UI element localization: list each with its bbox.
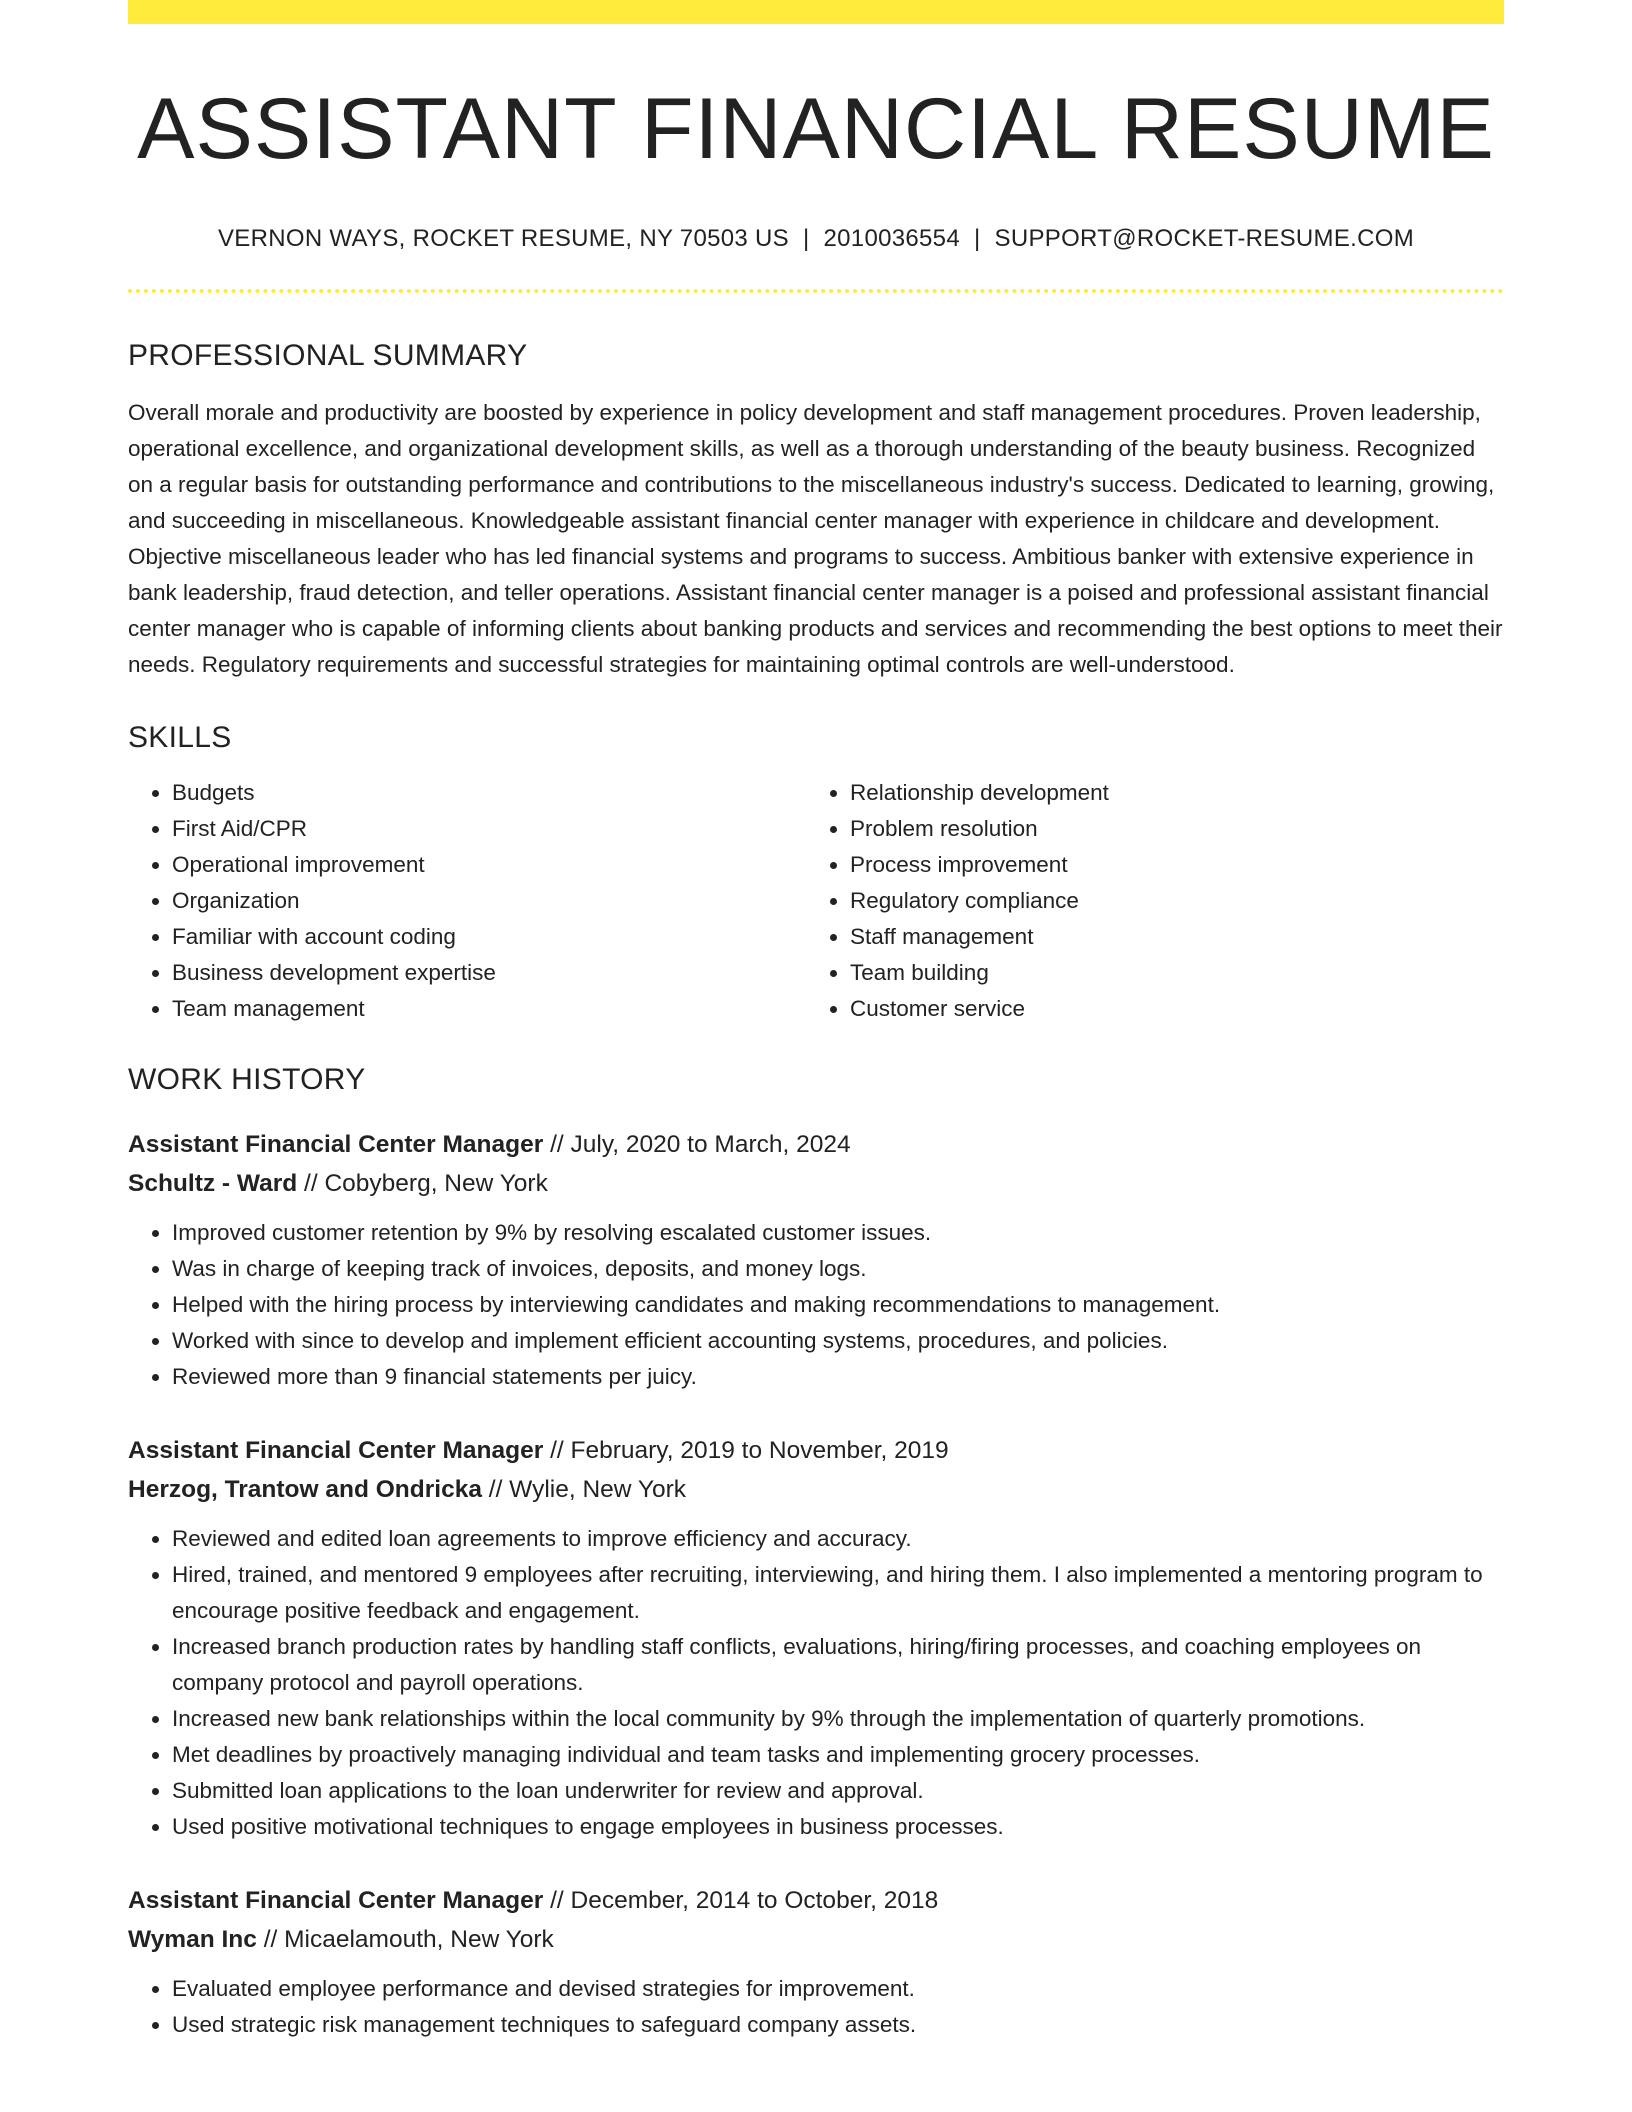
job-bullets [128,1215,1504,1395]
job-bullet: • Was in charge of keeping track of invoices, deposits, and money logs. [172,1251,1504,1287]
skills-heading: SKILLS [128,720,232,754]
job-bullet: • Used strategic risk management techniques to safeguard company assets. [172,2007,1504,2043]
skill-item: • Business development expertise [172,955,806,991]
job-location: // Cobyberg, New York [304,1169,548,1197]
job-company: Herzog, Trantow and Ondricka [128,1475,482,1503]
work-history-heading: WORK HISTORY [128,1062,366,1096]
skill-item: • Team building [850,955,1484,991]
job-bullet: • Increased branch production rates by handling staff conflicts, evaluations, hiring/firing processes, and coaching employees on company protocol and payroll operations. [172,1629,1504,1701]
job-bullet: • Met deadlines by proactively managing individual and team tasks and implementing grocery processes. [172,1737,1504,1773]
skill-item: • Organization [172,883,806,919]
resume-page [128,0,1504,2043]
job-bullet: • Evaluated employee performance and devised strategies for improvement. [172,1971,1504,2007]
skill-item: • Regulatory compliance [850,883,1484,919]
job-bullet: • Improved customer retention by 9% by resolving escalated customer issues. [172,1215,1504,1251]
summary-paragraph: Overall morale and productivity are boosted by experience in policy development and staff management procedures. Proven leadership, operational excellence, and organizational development skills, as well as a thorough understanding of the beauty business. Recognized on a regular basis for outstanding performance and contributions to the miscellaneous industry's success. Dedicated to learning, growing, and succeeding in miscellaneous. Knowledgeable assistant financial center manager with experience in childcare and development. Objective miscellaneous leader who has led financial systems and programs to success. Ambitious banker with extensive experience in bank leadership, fraud detection, and teller operations. Assistant financial center manager is a poised and professional assistant financial center manager who is capable of informing clients about banking products and services and recommending the best options to meet their needs. Regulatory requirements and successful strategies for maintaining optimal controls are well-understood. [128,399,1503,677]
job-dates: // February, 2019 to November, 2019 [550,1436,949,1464]
job-bullet: • Submitted loan applications to the loan underwriter for review and approval. [172,1773,1504,1809]
skills-list-right [806,775,1484,1027]
job-bullet: • Hired, trained, and mentored 9 employees after recruiting, interviewing, and hiring them. I also implemented a mentoring program to encourage positive feedback and engagement. [172,1557,1504,1629]
job-entry [128,1125,1504,1395]
skill-item: • Staff management [850,919,1484,955]
job-bullets [128,1971,1504,2043]
job-role-line [128,1881,1504,1920]
contact-phone: 2010036554 [823,224,960,252]
job-company-line [128,1470,1504,1509]
job-dates: // December, 2014 to October, 2018 [550,1886,939,1914]
summary-heading: PROFESSIONAL SUMMARY [128,338,528,372]
job-bullet: • Worked with since to develop and implement efficient accounting systems, procedures, and policies. [172,1323,1504,1359]
job-dates: // July, 2020 to March, 2024 [550,1130,851,1158]
contact-separator: | [802,224,810,252]
contact-line [128,225,1504,253]
contact-address: VERNON WAYS, ROCKET RESUME, NY 70503 US [217,224,789,252]
job-location: // Wylie, New York [488,1475,686,1503]
skills-list-left [128,775,806,1027]
skill-item: • Operational improvement [172,847,806,883]
skill-item: • Problem resolution [850,811,1484,847]
skill-item: • First Aid/CPR [172,811,806,847]
job-entry [128,1431,1504,1845]
job-company: Wyman Inc [128,1925,257,1953]
contact-email: SUPPORT@ROCKET-RESUME.COM [994,224,1414,252]
skill-item: • Team management [172,991,806,1027]
skill-item: • Process improvement [850,847,1484,883]
dotted-divider [128,289,1504,293]
job-bullet: • Helped with the hiring process by interviewing candidates and making recommendations to management. [172,1287,1504,1323]
job-bullets [128,1521,1504,1845]
accent-top-bar [128,0,1504,24]
skill-item: • Customer service [850,991,1484,1027]
job-role-line [128,1125,1504,1164]
job-bullet: • Reviewed more than 9 financial statements per juicy. [172,1359,1504,1395]
skill-item: • Familiar with account coding [172,919,806,955]
skills-columns [128,775,1504,1027]
job-entry [128,1881,1504,2043]
job-bullet: • Reviewed and edited loan agreements to improve efficiency and accuracy. [172,1521,1504,1557]
job-bullet: • Used positive motivational techniques to engage employees in business processes. [172,1809,1504,1845]
skill-item: • Relationship development [850,775,1484,811]
job-company-line [128,1920,1504,1959]
job-role-line [128,1431,1504,1470]
job-company: Schultz - Ward [128,1169,298,1197]
job-bullet: • Increased new bank relationships within the local community by 9% through the implementation of quarterly promotions. [172,1701,1504,1737]
skill-item: • Budgets [172,775,806,811]
job-company-line [128,1164,1504,1203]
job-location: // Micaelamouth, New York [263,1925,554,1953]
job-role: Assistant Financial Center Manager [128,1436,544,1464]
job-role: Assistant Financial Center Manager [128,1886,544,1914]
contact-separator: | [973,224,981,252]
resume-title: ASSISTANT FINANCIAL RESUME [137,81,1495,177]
job-role: Assistant Financial Center Manager [128,1130,544,1158]
